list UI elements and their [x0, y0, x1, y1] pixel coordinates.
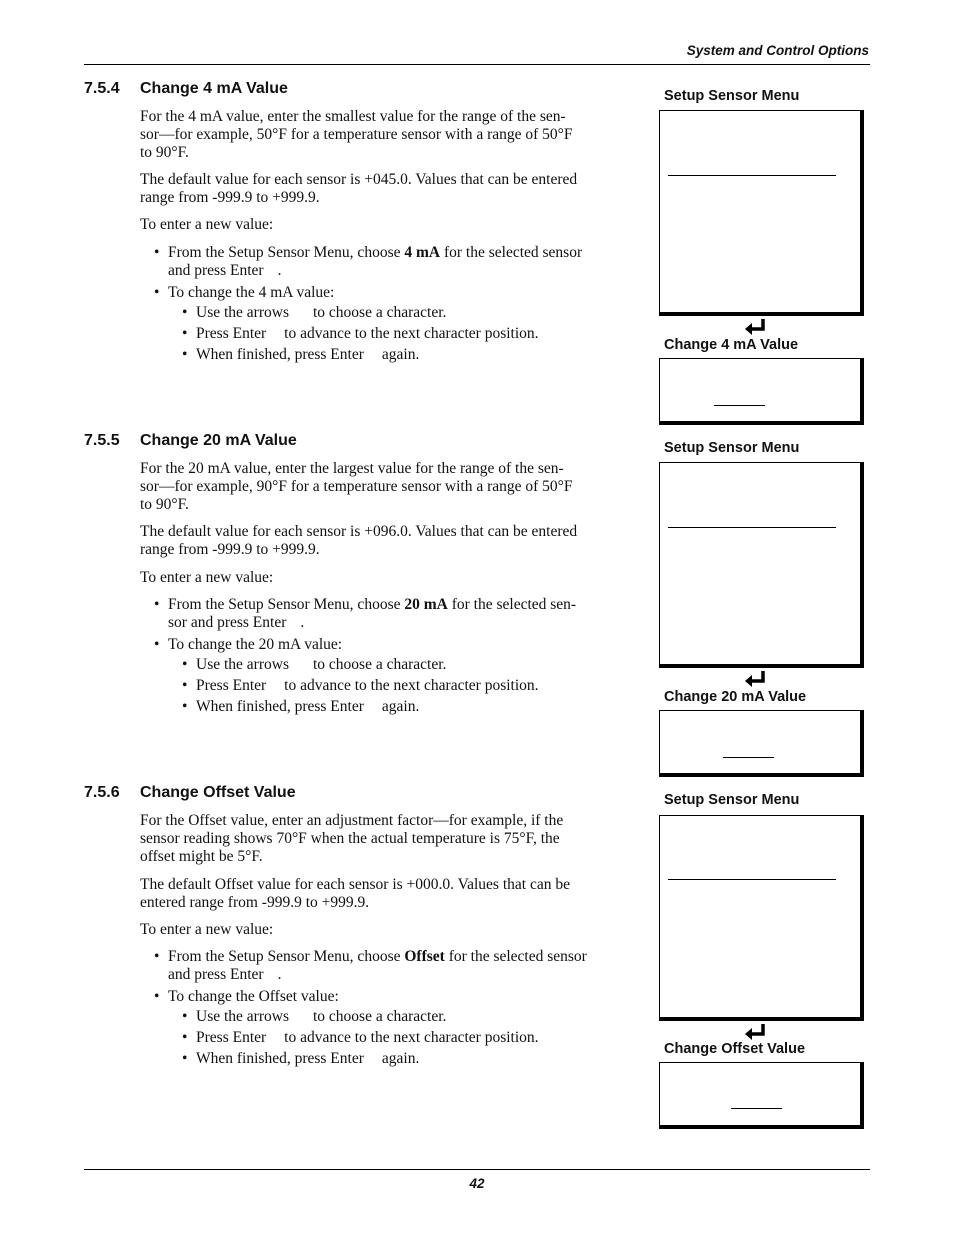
sub-bullet-finished: • When finished, press Enter again.: [182, 346, 420, 363]
page-number: 42: [469, 1176, 485, 1191]
intro-paragraph: For the Offset value, enter an adjustment factor—for example, if the sensor reading shows 70°F when the actual temperature is 75°F, the offset might be 5°F.: [140, 812, 564, 865]
setup-sensor-menu-screen: [659, 815, 864, 1021]
value-cursor-line: [714, 405, 765, 406]
bullet-text: again.: [381, 346, 420, 363]
bullet-change-value: • To change the 4 mA value:: [154, 284, 335, 301]
bullet-text: When finished, press Enter: [196, 698, 364, 715]
default-paragraph: The default value for each sensor is +045.0. Values that can be entered range from -999.9 to +999.9.: [140, 171, 578, 206]
figure-label-setup-menu: Setup Sensor Menu: [664, 88, 800, 104]
bullet-text: When finished, press Enter: [196, 1050, 364, 1067]
value-cursor-line: [723, 757, 774, 758]
bullet-text: for the selected sen- sor and press Enter: [168, 596, 577, 631]
sub-bullet-press-enter: • Press Enter to advance to the next character position.: [182, 1029, 539, 1046]
bullet-choose-item: • From the Setup Sensor Menu, choose 20 mA for the selected sen- sor and press Enter .: [154, 596, 577, 631]
bullet-text: for the selected sensor and press Enter: [168, 948, 587, 983]
bullet-choose-item: • From the Setup Sensor Menu, choose Offset for the selected sensor and press Enter .: [154, 948, 587, 983]
bullet-bold-term: 20 mA: [404, 596, 448, 613]
bullet-bold-term: 4 mA: [404, 244, 441, 261]
sub-bullet-press-enter: • Press Enter to advance to the next character position.: [182, 677, 539, 694]
bullet-bold-term: Offset: [404, 948, 445, 965]
bullet-text: to choose a character.: [312, 656, 447, 673]
bullet-text: for the selected sensor and press Enter: [168, 244, 583, 279]
intro-paragraph: For the 20 mA value, enter the largest value for the range of the sen- sor—for example, 90°F for a temperature sensor with a range of 50°F to 90°F.: [140, 460, 573, 513]
enter-return-icon: [743, 670, 767, 688]
bullet-text: Use the arrows: [196, 656, 289, 673]
bullet-text: .: [277, 262, 282, 279]
bullet-text: to choose a character.: [312, 1008, 447, 1025]
bullet-text: Press Enter: [196, 325, 267, 342]
section-number: 7.5.4: [84, 80, 120, 97]
bullet-text: to advance to the next character position.: [284, 325, 539, 342]
menu-highlight-line: [668, 175, 836, 176]
instruction-lead: To enter a new value:: [140, 569, 274, 586]
intro-paragraph: For the 4 mA value, enter the smallest value for the range of the sen- sor—for example, 50°F for a temperature sensor with a range of 50°F to 90°F.: [140, 108, 573, 161]
bullet-text: to advance to the next character position.: [284, 677, 539, 694]
sub-bullet-finished: • When finished, press Enter again.: [182, 698, 420, 715]
figure-label-change-value: Change 20 mA Value: [664, 689, 807, 705]
instruction-lead: To enter a new value:: [140, 921, 274, 938]
sub-bullet-arrows: • Use the arrows to choose a character.: [182, 1008, 447, 1025]
enter-return-icon: [743, 1023, 767, 1041]
bullet-text: From the Setup Sensor Menu, choose: [168, 244, 405, 261]
menu-highlight-line: [668, 527, 836, 528]
bullet-text: To change the 4 mA value:: [168, 284, 335, 301]
footer-rule: [84, 1169, 870, 1170]
bullet-change-value: • To change the Offset value:: [154, 988, 339, 1005]
bullet-text: .: [277, 966, 282, 983]
sub-bullet-arrows: • Use the arrows to choose a character.: [182, 304, 447, 321]
default-paragraph: The default value for each sensor is +096.0. Values that can be entered range from -999.9 to +999.9.: [140, 523, 578, 558]
header-rule: [84, 64, 870, 65]
figure-label-setup-menu: Setup Sensor Menu: [664, 792, 800, 808]
section-title: Change 20 mA Value: [140, 432, 297, 449]
running-header: System and Control Options: [686, 43, 869, 58]
bullet-change-value: • To change the 20 mA value:: [154, 636, 343, 653]
bullet-text: From the Setup Sensor Menu, choose: [168, 948, 405, 965]
bullet-text: To change the Offset value:: [168, 988, 339, 1005]
bullet-text: .: [300, 614, 305, 631]
value-cursor-line: [731, 1108, 782, 1109]
section-number: 7.5.5: [84, 432, 120, 449]
setup-sensor-menu-screen: [659, 462, 864, 668]
bullet-text: again.: [381, 1050, 420, 1067]
bullet-text: Press Enter: [196, 677, 267, 694]
bullet-text: again.: [381, 698, 420, 715]
default-paragraph: The default Offset value for each sensor is +000.0. Values that can be entered range from -999.9 to +999.9.: [140, 876, 570, 911]
bullet-text: To change the 20 mA value:: [168, 636, 343, 653]
bullet-text: Use the arrows: [196, 304, 289, 321]
change-value-screen: [659, 710, 864, 777]
change-value-screen: [659, 358, 864, 425]
menu-highlight-line: [668, 879, 836, 880]
section-title: Change Offset Value: [140, 784, 296, 801]
bullet-text: Use the arrows: [196, 1008, 289, 1025]
sub-bullet-finished: • When finished, press Enter again.: [182, 1050, 420, 1067]
instruction-lead: To enter a new value:: [140, 216, 274, 233]
bullet-choose-item: • From the Setup Sensor Menu, choose 4 mA for the selected sensor and press Enter .: [154, 244, 583, 279]
bullet-text: When finished, press Enter: [196, 346, 364, 363]
setup-sensor-menu-screen: [659, 110, 864, 316]
change-value-screen: [659, 1062, 864, 1129]
bullet-text: From the Setup Sensor Menu, choose: [168, 596, 405, 613]
bullet-text: Press Enter: [196, 1029, 267, 1046]
sub-bullet-press-enter: • Press Enter to advance to the next character position.: [182, 325, 539, 342]
bullet-text: to advance to the next character position.: [284, 1029, 539, 1046]
figure-label-change-value: Change Offset Value: [664, 1041, 806, 1057]
figure-label-change-value: Change 4 mA Value: [664, 337, 799, 353]
bullet-text: to choose a character.: [312, 304, 447, 321]
sub-bullet-arrows: • Use the arrows to choose a character.: [182, 656, 447, 673]
section-title: Change 4 mA Value: [140, 80, 288, 97]
enter-return-icon: [743, 318, 767, 336]
section-number: 7.5.6: [84, 784, 120, 801]
figure-label-setup-menu: Setup Sensor Menu: [664, 440, 800, 456]
